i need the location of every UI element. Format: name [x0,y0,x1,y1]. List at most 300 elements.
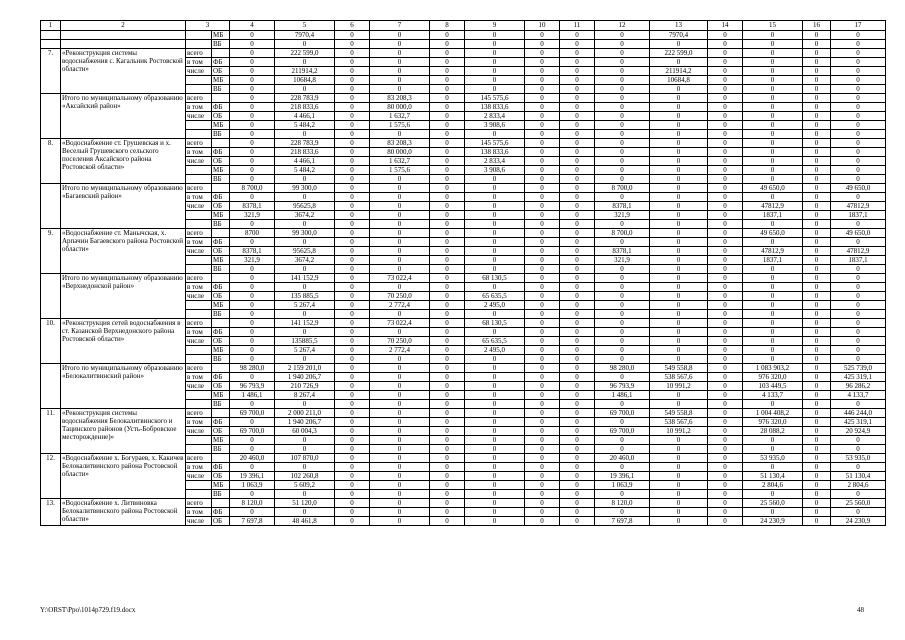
value-cell: 0 [430,49,465,58]
budget-type: ОБ [212,112,230,121]
value-cell: 0 [230,121,275,130]
value-cell: 0 [525,148,560,157]
value-cell: 0 [803,391,831,400]
value-cell: 0 [743,238,803,247]
column-number: 5 [275,21,335,31]
value-cell: 0 [230,58,275,67]
value-cell: 0 [465,481,525,490]
value-cell: 0 [708,256,743,265]
value-cell: 0 [803,301,831,310]
budget-type: ВБ [212,175,230,184]
value-cell: 0 [465,229,525,238]
value-cell: 0 [743,508,803,517]
value-cell: 60 004,3 [275,427,335,436]
value-cell: 0 [560,103,595,112]
value-cell: 0 [525,409,560,418]
value-cell: 0 [650,139,708,148]
value-cell: 8378,1 [230,202,275,211]
budget-type: ФБ [212,58,230,67]
project-description: Итого по муниципальному образованию «Аксайский район» [61,94,186,139]
value-cell: 0 [430,427,465,436]
value-cell: 0 [465,58,525,67]
value-cell: 0 [275,220,335,229]
funding-kind [186,301,212,310]
value-cell: 0 [430,319,465,328]
funding-kind: числе [186,292,212,301]
value-cell: 0 [525,256,560,265]
value-cell: 0 [230,319,275,328]
value-cell: 0 [525,67,560,76]
value-cell: 0 [803,454,831,463]
value-cell: 0 [650,454,708,463]
value-cell: 0 [650,319,708,328]
funding-kind: всего [186,139,212,148]
value-cell: 0 [595,157,650,166]
value-cell: 19 396,1 [595,472,650,481]
value-cell: 0 [831,175,886,184]
budget-type: ФБ [212,193,230,202]
value-cell: 0 [708,76,743,85]
value-cell: 0 [275,283,335,292]
value-cell: 0 [595,166,650,175]
value-cell: 0 [560,121,595,130]
value-cell: 549 558,8 [650,409,708,418]
value-cell: 0 [465,256,525,265]
value-cell: 0 [275,463,335,472]
value-cell: 4 466,1 [275,112,335,121]
budget-type: МБ [212,391,230,400]
value-cell: 135885,5 [275,337,335,346]
value-cell: 0 [230,445,275,454]
value-cell: 0 [831,274,886,283]
value-cell: 0 [650,508,708,517]
value-cell: 228 783,9 [275,139,335,148]
value-cell: 228 783,9 [275,94,335,103]
value-cell: 0 [831,157,886,166]
value-cell: 0 [370,499,430,508]
value-cell: 0 [370,256,430,265]
budget-type: ФБ [212,373,230,382]
value-cell: 0 [465,175,525,184]
value-cell: 0 [560,427,595,436]
project-description: «Реконструкция системы водоснабжения с. Кагальник Ростовской области» [61,49,186,94]
value-cell: 69 700,0 [595,427,650,436]
value-cell: 96 286,2 [831,382,886,391]
value-cell: 8 700,0 [595,229,650,238]
value-cell: 47812,9 [743,202,803,211]
value-cell: 0 [335,337,370,346]
value-cell: 0 [831,166,886,175]
value-cell: 0 [335,148,370,157]
value-cell: 2 772,4 [370,301,430,310]
value-cell: 7970,4 [275,31,335,40]
value-cell: 0 [230,220,275,229]
value-cell: 0 [560,328,595,337]
value-cell: 0 [335,76,370,85]
value-cell: 25 560,0 [831,499,886,508]
value-cell: 1 575,6 [370,121,430,130]
value-cell: 0 [370,517,430,526]
value-cell: 0 [370,220,430,229]
value-cell: 0 [803,346,831,355]
value-cell: 8 120,0 [230,499,275,508]
value-cell: 0 [595,490,650,499]
value-cell: 0 [370,58,430,67]
value-cell: 0 [430,418,465,427]
value-cell: 0 [595,220,650,229]
value-cell: 0 [465,283,525,292]
value-cell: 0 [595,193,650,202]
value-cell: 0 [708,121,743,130]
value-cell: 0 [560,49,595,58]
value-cell: 0 [803,238,831,247]
value-cell: 1 632,7 [370,157,430,166]
value-cell: 538 567,6 [650,373,708,382]
value-cell: 0 [370,490,430,499]
value-cell: 0 [831,112,886,121]
project-description: Итого по муниципальному образованию «Белокалитвинский район» [61,364,186,409]
value-cell: 0 [525,463,560,472]
value-cell: 0 [708,481,743,490]
project-description: «Водоснабжение х. Литвиновка Белокалитвинского района Ростовской области» [61,499,186,526]
value-cell: 0 [708,112,743,121]
value-cell: 145 575,6 [465,139,525,148]
value-cell: 976 320,0 [743,373,803,382]
value-cell: 0 [595,436,650,445]
value-cell: 0 [743,31,803,40]
value-cell: 222 599,0 [650,49,708,58]
value-cell: 0 [650,85,708,94]
value-cell: 0 [650,121,708,130]
value-cell: 0 [335,445,370,454]
value-cell: 0 [650,58,708,67]
value-cell: 0 [560,94,595,103]
value-cell: 68 130,5 [465,274,525,283]
value-cell: 0 [560,355,595,364]
funding-kind [186,490,212,499]
value-cell: 0 [465,445,525,454]
value-cell: 0 [335,166,370,175]
value-cell: 1 575,6 [370,166,430,175]
value-cell: 525 739,0 [831,364,886,373]
column-number: 8 [430,21,465,31]
value-cell: 0 [708,445,743,454]
value-cell: 0 [525,364,560,373]
value-cell: 0 [650,292,708,301]
value-cell: 0 [595,238,650,247]
value-cell: 0 [803,418,831,427]
column-number: 10 [525,21,560,31]
value-cell: 0 [743,292,803,301]
value-cell: 0 [525,31,560,40]
project-description: «Водоснабжение ст. Грушевская и х. Веселый Грушевского сельского поселения Аксайского района Ростовской области» [61,139,186,184]
value-cell: 0 [560,445,595,454]
table-row [41,364,886,373]
value-cell: 0 [275,508,335,517]
value-cell: 0 [650,157,708,166]
value-cell: 0 [335,229,370,238]
value-cell: 0 [595,283,650,292]
value-cell: 5 609,2 [275,481,335,490]
value-cell: 0 [595,40,650,49]
value-cell: 0 [560,436,595,445]
budget-type [212,454,230,463]
value-cell: 0 [525,184,560,193]
value-cell: 0 [708,319,743,328]
value-cell: 0 [803,337,831,346]
value-cell: 0 [335,40,370,49]
value-cell: 0 [370,373,430,382]
value-cell: 0 [560,463,595,472]
value-cell: 0 [560,166,595,175]
value-cell: 69 700,0 [595,409,650,418]
value-cell: 0 [708,193,743,202]
value-cell: 0 [430,211,465,220]
row-number [41,364,61,409]
value-cell: 0 [708,85,743,94]
value-cell: 25 560,0 [743,499,803,508]
value-cell: 0 [650,400,708,409]
value-cell: 7970,4 [650,31,708,40]
budget-type: МБ [212,76,230,85]
value-cell: 0 [708,373,743,382]
project-description: «Реконструкция системы водоснабжения Белокалитвинского и Тацинского районов (Усть-Бобровское месторождение)» [61,409,186,454]
value-cell: 5 484,2 [275,166,335,175]
value-cell: 0 [595,175,650,184]
value-cell: 0 [803,211,831,220]
funding-kind [186,121,212,130]
value-cell: 0 [708,472,743,481]
value-cell: 0 [560,202,595,211]
value-cell: 0 [370,76,430,85]
value-cell: 1 063,9 [230,481,275,490]
value-cell: 0 [335,130,370,139]
value-cell: 0 [595,373,650,382]
value-cell: 0 [831,238,886,247]
value-cell: 24 230,9 [743,517,803,526]
value-cell: 51 120,0 [275,499,335,508]
value-cell: 0 [230,436,275,445]
value-cell: 99 300,0 [275,184,335,193]
value-cell: 0 [430,148,465,157]
value-cell: 0 [465,40,525,49]
value-cell: 0 [525,58,560,67]
value-cell: 0 [525,418,560,427]
value-cell: 0 [595,400,650,409]
value-cell: 0 [465,409,525,418]
value-cell: 0 [370,265,430,274]
value-cell: 83 208,3 [370,139,430,148]
value-cell: 0 [743,85,803,94]
value-cell: 0 [803,184,831,193]
value-cell: 0 [560,490,595,499]
value-cell: 0 [650,193,708,202]
value-cell: 0 [650,310,708,319]
value-cell: 0 [650,220,708,229]
table-row [41,139,886,148]
value-cell: 0 [230,400,275,409]
value-cell: 51 130,4 [831,472,886,481]
value-cell: 0 [335,49,370,58]
value-cell: 47812,9 [831,247,886,256]
value-cell: 0 [335,202,370,211]
value-cell: 0 [275,238,335,247]
funding-kind [186,265,212,274]
value-cell: 0 [230,274,275,283]
value-cell: 10684,8 [275,76,335,85]
value-cell: 0 [803,463,831,472]
value-cell: 0 [595,148,650,157]
value-cell: 211914,2 [650,67,708,76]
value-cell: 0 [831,193,886,202]
value-cell: 0 [803,382,831,391]
value-cell: 0 [370,409,430,418]
value-cell: 0 [708,166,743,175]
budget-type: ВБ [212,85,230,94]
funding-kind: числе [186,157,212,166]
value-cell: 0 [430,202,465,211]
value-cell: 0 [335,139,370,148]
value-cell: 0 [708,310,743,319]
value-cell: 0 [525,373,560,382]
value-cell: 0 [275,40,335,49]
value-cell: 0 [335,103,370,112]
value-cell: 0 [465,220,525,229]
value-cell: 28 088,2 [743,427,803,436]
value-cell: 0 [560,76,595,85]
value-cell: 0 [803,193,831,202]
value-cell: 0 [650,337,708,346]
value-cell: 0 [335,427,370,436]
value-cell: 0 [370,508,430,517]
value-cell: 0 [560,292,595,301]
value-cell: 0 [370,67,430,76]
budget-type: МБ [212,211,230,220]
value-cell: 0 [430,382,465,391]
value-cell: 49 650,0 [831,229,886,238]
value-cell: 0 [335,238,370,247]
table-row [41,274,886,283]
value-cell: 0 [525,292,560,301]
value-cell: 0 [803,139,831,148]
document-sheet [40,20,872,526]
value-cell: 0 [560,364,595,373]
funding-kind: в том [186,58,212,67]
value-cell: 0 [230,157,275,166]
page-footer [40,605,864,615]
value-cell: 0 [743,400,803,409]
value-cell: 0 [803,85,831,94]
value-cell: 0 [650,103,708,112]
value-cell: 0 [650,94,708,103]
table-row [41,319,886,328]
budget-type: МБ [212,436,230,445]
funding-kind: числе [186,337,212,346]
value-cell: 0 [525,49,560,58]
value-cell: 1837,1 [831,211,886,220]
value-cell: 0 [370,481,430,490]
value-cell: 83 208,3 [370,94,430,103]
value-cell: 0 [831,301,886,310]
value-cell: 0 [708,337,743,346]
value-cell: 8378,1 [230,247,275,256]
value-cell: 3674,2 [275,256,335,265]
value-cell: 80 000,0 [370,148,430,157]
value-cell: 0 [370,463,430,472]
value-cell: 0 [560,184,595,193]
value-cell: 0 [525,85,560,94]
value-cell: 0 [525,220,560,229]
row-number: 10. [41,319,61,364]
value-cell: 0 [831,94,886,103]
value-cell: 0 [430,490,465,499]
value-cell: 0 [525,175,560,184]
value-cell: 0 [335,436,370,445]
value-cell: 0 [595,301,650,310]
value-cell: 0 [743,274,803,283]
value-cell: 0 [525,121,560,130]
value-cell: 0 [560,310,595,319]
budget-type: ФБ [212,463,230,472]
funding-kind: в том [186,283,212,292]
value-cell: 0 [230,130,275,139]
value-cell: 0 [370,229,430,238]
value-cell: 0 [803,49,831,58]
value-cell: 138 833,6 [465,148,525,157]
value-cell: 0 [370,130,430,139]
value-cell: 0 [430,121,465,130]
value-cell: 0 [595,76,650,85]
funding-kind: всего [186,409,212,418]
value-cell: 0 [525,202,560,211]
value-cell: 0 [335,310,370,319]
budget-type: ВБ [212,40,230,49]
value-cell: 0 [560,67,595,76]
value-cell: 10 991,2 [650,427,708,436]
value-cell: 0 [831,436,886,445]
value-cell: 3 908,6 [465,166,525,175]
project-description [61,31,186,40]
value-cell: 80 000,0 [370,103,430,112]
value-cell: 0 [650,247,708,256]
value-cell: 0 [743,94,803,103]
budget-type: ВБ [212,490,230,499]
value-cell: 0 [335,67,370,76]
value-cell: 0 [430,454,465,463]
value-cell: 0 [803,436,831,445]
value-cell: 0 [708,517,743,526]
value-cell: 0 [230,265,275,274]
value-cell: 0 [595,31,650,40]
value-cell: 0 [465,67,525,76]
value-cell: 0 [650,229,708,238]
value-cell: 73 022,4 [370,319,430,328]
budget-table [40,20,886,526]
value-cell: 0 [595,328,650,337]
value-cell: 0 [743,310,803,319]
budget-type: ВБ [212,400,230,409]
value-cell: 0 [803,274,831,283]
value-cell: 70 250,0 [370,292,430,301]
value-cell: 0 [465,328,525,337]
value-cell: 53 935,0 [831,454,886,463]
value-cell: 976 320,0 [743,418,803,427]
value-cell: 0 [708,40,743,49]
budget-type: ФБ [212,238,230,247]
funding-kind: числе [186,517,212,526]
value-cell: 0 [465,436,525,445]
value-cell: 0 [708,139,743,148]
